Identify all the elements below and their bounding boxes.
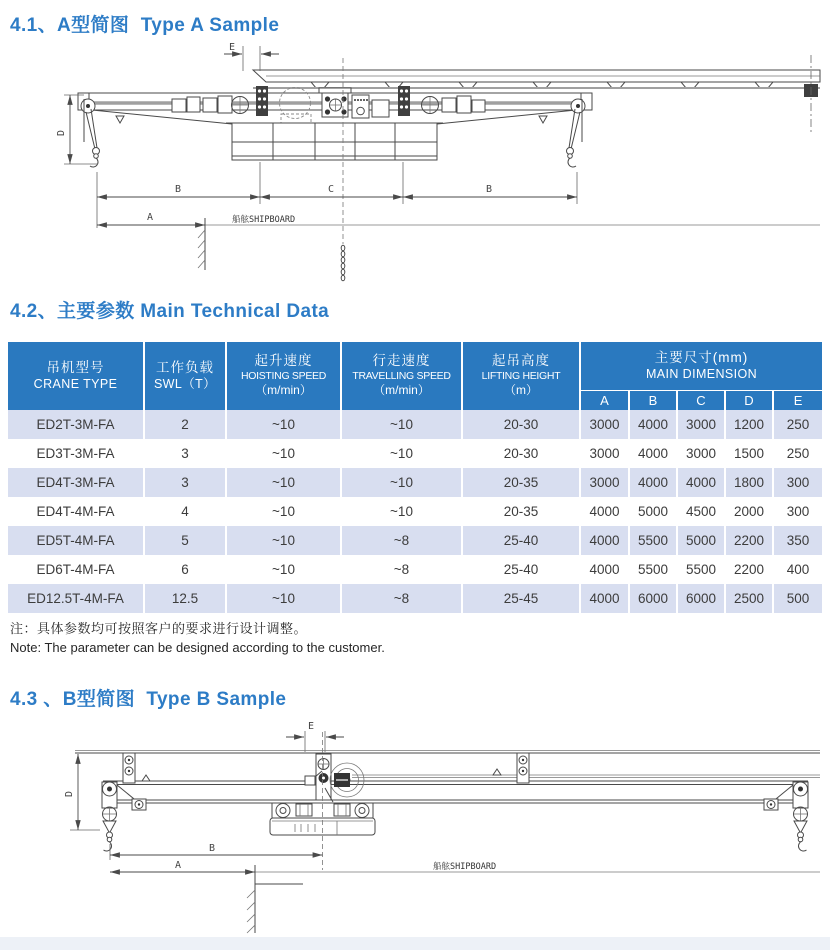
value-cell: 3000: [580, 468, 629, 497]
hoisting-zh: 起升速度: [254, 353, 313, 369]
rail-clamp-left: [142, 775, 150, 781]
value-cell: 2000: [725, 497, 773, 526]
hanger-post-right: [517, 753, 529, 783]
value-cell: 1800: [725, 468, 773, 497]
value-cell: ~10: [226, 497, 341, 526]
value-cell: 5: [144, 526, 226, 555]
value-cell: 300: [773, 468, 822, 497]
crane-type-cell: ED4T-3M-FA: [8, 468, 144, 497]
hanger-post-left: [123, 753, 135, 783]
value-cell: 20-30: [462, 410, 580, 439]
table-row: [8, 526, 822, 555]
value-cell: 4000: [629, 439, 677, 468]
value-cell: 25-40: [462, 555, 580, 584]
dim-label-b: B: [208, 843, 216, 854]
crane-type-cell: ED12.5T-4M-FA: [8, 584, 144, 613]
value-cell: 25-40: [462, 526, 580, 555]
main-technical-data-table: [8, 342, 822, 613]
value-cell: 4000: [629, 468, 677, 497]
dim-subheader-a: A: [580, 391, 629, 411]
table-row: [8, 439, 822, 468]
rail-clamp-right: [493, 769, 501, 775]
dim-label-c: C: [327, 184, 335, 195]
value-cell: 3000: [580, 410, 629, 439]
value-cell: 20-35: [462, 497, 580, 526]
value-cell: ~10: [226, 439, 341, 468]
col-header-crane-type: [8, 342, 144, 410]
control-panel: [352, 95, 369, 118]
value-cell: 1200: [725, 410, 773, 439]
dimension-e: [224, 42, 279, 71]
value-cell: 500: [773, 584, 822, 613]
value-cell: 6000: [629, 584, 677, 613]
davit-right: [764, 782, 808, 851]
lifting-zh: 起吊高度: [492, 353, 550, 369]
value-cell: 3: [144, 439, 226, 468]
value-cell: 3000: [677, 439, 725, 468]
crane-type-cell: ED4T-4M-FA: [8, 497, 144, 526]
value-cell: ~10: [226, 468, 341, 497]
value-cell: 5500: [629, 526, 677, 555]
table-row: [8, 555, 822, 584]
type-a-crane-drawing: [0, 42, 830, 292]
dimension-e: [286, 721, 344, 752]
value-cell: 4000: [677, 468, 725, 497]
hook-right: [568, 158, 576, 167]
value-cell: 4500: [677, 497, 725, 526]
hook-left: [90, 158, 98, 167]
crane-type-cell: ED2T-3M-FA: [8, 410, 144, 439]
value-cell: 3000: [677, 410, 725, 439]
col-header-hoisting-speed: [226, 342, 341, 410]
value-cell: 250: [786, 446, 810, 461]
travelling-zh: 行走速度: [372, 353, 431, 369]
value-cell: 6: [144, 555, 226, 584]
dim-label-b-left: B: [174, 184, 182, 195]
table-notes: [10, 620, 385, 658]
table-row: [8, 410, 822, 439]
dim-subheader-c: C: [677, 391, 725, 411]
girders: [103, 769, 820, 803]
value-cell: 2200: [725, 526, 773, 555]
dimension-bcb: [97, 162, 577, 228]
crane-type-cell: ED3T-3M-FA: [8, 439, 144, 468]
col-header-swl: [144, 342, 226, 410]
value-cell: 350: [773, 526, 822, 555]
value-cell: 2200: [725, 555, 773, 584]
value-cell: 2500: [725, 584, 773, 613]
col-header-main-dimension: [580, 342, 822, 391]
value-cell: 4000: [580, 555, 629, 584]
value-cell: 3000: [580, 439, 629, 468]
dimension-b: [110, 843, 323, 860]
table-row: [8, 497, 822, 526]
lifting-unit: （m）: [504, 382, 538, 397]
value-cell: ~10: [341, 439, 462, 468]
dim-label-e: E: [228, 42, 236, 53]
table-body: [8, 410, 822, 613]
section-title-4-1: 4.1、A型简图 Type A Sample: [10, 15, 280, 36]
ship-side-symbol: [198, 218, 205, 270]
value-cell: 25-45: [462, 584, 580, 613]
value-cell: 4: [144, 497, 226, 526]
value-cell: 400: [786, 562, 810, 577]
travelling-en: TRAVELLING SPEED: [352, 370, 451, 383]
dim-label-a: A: [174, 860, 182, 871]
crane-type-en: CRANE TYPE: [33, 376, 118, 391]
note-en: Note: The parameter can be designed according to the customer.: [10, 639, 385, 655]
value-cell: 2: [144, 410, 226, 439]
dim-label-a: A: [146, 212, 154, 223]
value-cell: 3: [144, 468, 226, 497]
value-cell: ~10: [226, 410, 341, 439]
page-bottom-strip: [0, 937, 830, 950]
hoist-block: [319, 88, 351, 117]
swl-zh: 工作负载: [156, 360, 214, 376]
value-cell: 4000: [580, 497, 629, 526]
value-cell: 5500: [677, 555, 725, 584]
davit-left: [102, 782, 146, 851]
section-title-4-3: 4.3 、B型简图 Type B Sample: [10, 689, 287, 710]
main-dim-zh: 主要尺寸(mm): [654, 350, 749, 366]
hook-chain: [341, 245, 345, 281]
dim-subheader-d: D: [725, 391, 773, 411]
type-b-crane-drawing: [0, 718, 830, 950]
value-cell: 4000: [580, 526, 629, 555]
value-cell: ~10: [341, 410, 462, 439]
value-cell: 5000: [677, 526, 725, 555]
deck-rail: [75, 751, 820, 754]
value-cell: ~8: [341, 526, 462, 555]
section-title-4-2: 4.2、主要参数 Main Technical Data: [10, 301, 330, 322]
value-cell: 4000: [629, 410, 677, 439]
dim-label-d: D: [56, 129, 67, 137]
dimension-a-shipboard: [97, 212, 820, 270]
cargo-platform: [226, 123, 443, 160]
value-cell: ~10: [226, 526, 341, 555]
travelling-unit: （m/min）: [373, 382, 430, 397]
main-dim-en: MAIN DIMENSION: [645, 366, 758, 381]
hoisting-unit: （m/min）: [255, 382, 312, 397]
table-row: [8, 468, 822, 497]
dim-label-d: D: [64, 790, 75, 798]
lifting-en: LIFTING HEIGHT: [481, 370, 561, 383]
value-cell: ~10: [341, 468, 462, 497]
value-cell: 250: [773, 410, 822, 439]
swl-en: SWL（T）: [153, 376, 217, 391]
value-cell: ~8: [341, 584, 462, 613]
central-mast-winch: [305, 754, 364, 802]
table-row: [8, 584, 822, 613]
dimension-d: [64, 754, 100, 830]
value-cell: ~10: [341, 497, 462, 526]
dim-subheader-b: B: [629, 391, 677, 411]
mast-bracket: [305, 776, 315, 785]
value-cell: 6000: [677, 584, 725, 613]
crane-type-zh: 吊机型号: [46, 360, 105, 376]
crane-type-cell: ED5T-4M-FA: [8, 526, 144, 555]
value-cell: 20-30: [462, 439, 580, 468]
col-header-travelling-speed: [341, 342, 462, 410]
hoisting-en: HOISTING SPEED: [240, 370, 327, 383]
value-cell: 5500: [629, 555, 677, 584]
value-cell: ~8: [341, 555, 462, 584]
value-cell: ~10: [226, 584, 341, 613]
col-header-lifting-height: [462, 342, 580, 410]
value-cell: 5000: [629, 497, 677, 526]
dim-label-b-right: B: [485, 184, 493, 195]
note-zh: 注：具体参数均可按照客户的要求进行设计调整。: [10, 621, 308, 636]
dimension-a-shipboard: [110, 860, 820, 933]
ship-side-symbol: [247, 865, 303, 933]
crane-type-cell: ED6T-4M-FA: [8, 555, 144, 584]
value-cell: 4000: [580, 584, 629, 613]
shipboard-label: 船舷SHIPBOARD: [232, 215, 296, 225]
value-cell: 1500: [725, 439, 773, 468]
value-cell: ~10: [226, 555, 341, 584]
hook-right: [798, 842, 806, 851]
dim-label-e: E: [307, 721, 315, 732]
value-cell: 300: [786, 504, 810, 519]
value-cell: 12.5: [144, 584, 226, 613]
shipboard-label: 船舷SHIPBOARD: [433, 862, 497, 872]
dim-subheader-e: E: [773, 391, 822, 411]
value-cell: 20-35: [462, 468, 580, 497]
